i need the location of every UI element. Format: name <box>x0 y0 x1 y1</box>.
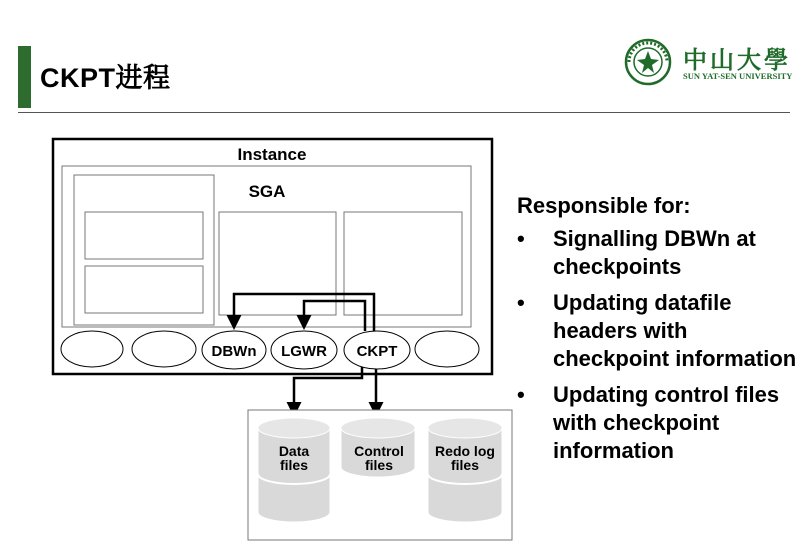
responsibilities-heading: Responsible for: <box>517 193 691 218</box>
responsibility-item: • Updating datafile headers with checkpoint information <box>517 289 807 373</box>
datafiles-label-line2: files <box>279 457 309 473</box>
datafiles-label-line1: Data <box>278 443 310 459</box>
responsibility-item: • Signalling DBWn at checkpoints <box>517 225 807 281</box>
process-lgwr-label: LGWR <box>281 343 327 360</box>
slide-title: CKPT进程 <box>40 63 171 93</box>
sga-buffer-cache <box>219 212 336 315</box>
responsibilities-panel <box>517 192 807 473</box>
process-ckpt-label: CKPT <box>356 343 398 360</box>
process-blank-3 <box>415 331 479 367</box>
instance-label: Instance <box>237 145 307 164</box>
sga-label: SGA <box>248 182 286 201</box>
redologfiles-label-line1: Redo log <box>435 443 495 459</box>
responsibility-item: • Updating control files with checkpoint information <box>517 381 807 465</box>
process-dbwn-label: DBWn <box>211 343 257 360</box>
sga-dictionary-cache <box>85 266 203 313</box>
redologfiles-label-line2: files <box>450 457 480 473</box>
sga-library-cache <box>85 212 203 259</box>
sga-redo-log-buffer <box>344 212 462 315</box>
process-blank-1 <box>61 331 123 367</box>
controlfiles-label-line1: Control <box>354 443 404 459</box>
controlfiles-label-line2: files <box>364 457 394 473</box>
logo-chinese-name: 中山大學 <box>683 45 791 74</box>
process-blank-2 <box>132 331 196 367</box>
logo-english-name: SUN YAT-SEN UNIVERSITY <box>683 71 793 81</box>
